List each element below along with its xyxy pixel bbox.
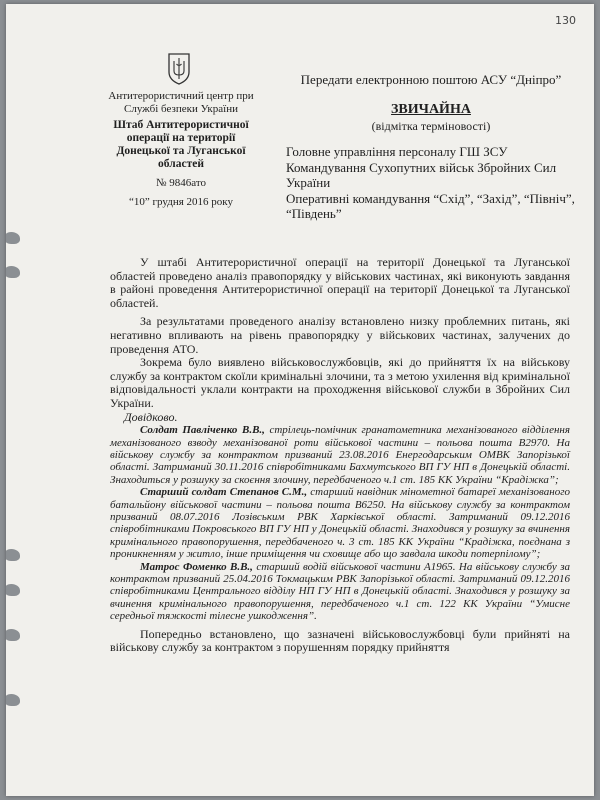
sender-org: Антитерористичний центр при Службі безпеки України (108, 90, 254, 115)
serviceman-entry (110, 561, 570, 623)
punch-hole (6, 549, 20, 561)
punch-hole (6, 232, 20, 244)
closing-paragraph: Попередньо встановлено, що зазначені військовослужбовці були прийняті на військову службу за контрактом з порушенням порядку прийняття (110, 626, 570, 655)
punch-hole (6, 584, 20, 596)
serviceman-entry (110, 486, 570, 560)
addressee-list (286, 144, 576, 222)
serviceman-name: Старший солдат Степанов С.М., (140, 486, 308, 499)
serviceman-name: Солдат Павліченко В.В., (140, 424, 265, 437)
urgency-level: ЗВИЧАЙНА (391, 102, 471, 117)
coat-of-arms-icon (167, 52, 191, 86)
addressee: Головне управління персоналу ГШ ЗСУ (286, 144, 508, 159)
hq-title: Штаб Антитерористичної операції на території Донецької та Луганської областей (113, 119, 249, 170)
serviceman-name: Матрос Фоменко В.В., (140, 560, 253, 573)
punch-hole (6, 629, 20, 641)
recipient-block (286, 72, 576, 222)
body-paragraph: У штабі Антитерористичної операції на території Донецької та Луганської областей проведено аналіз правопорядку у військових частинах, які виконують завдання в районі проведення Антитерористичної операції на території Донецької та Луганської областей. (110, 255, 570, 310)
serviceman-entry (110, 424, 570, 486)
addressee: Оперативні командування “Схід”, “Захід”, “Північ”, “Південь” (286, 190, 575, 221)
punch-hole (6, 694, 20, 706)
document-page (6, 4, 594, 796)
urgency-caption: (відмітка терміновості) (371, 119, 491, 133)
sender-block (106, 90, 256, 208)
note-label: Довідково. (124, 409, 178, 424)
body-paragraph: Зокрема було виявлено військовослужбовців, які до прийняття їх на військову службу за контрактом скоїли кримінальні злочини, та з метою ухилення від кримінальної відповідальності уклали контракти на проходження військової служби в Збройних Сил України. (110, 355, 570, 410)
letter-body (110, 256, 570, 655)
serviceman-details: старший навідник мінометної батареї механізованого батальйону військової частини – польова пошта В6250. На військову службу за контрактом призваний 08.07.2016 Лозівським РВК Харківської області. Затриманий 09.12.2016 співробітниками Покровського ВП ГУ НП у Донецькій області. Знаходився у розшуку за вчинення кримінального правопорушення, передбаченого ч. 3 ст. 185 КК України “Крадіжка, поєднана з проникненням у житло, інше приміщення чи сховище або що завдала шкоди потерпілому”; (110, 486, 571, 561)
page-number: 130 (555, 14, 576, 27)
serviceman-details: стрілець-помічник гранатометника механізованого відділення механізованого взводу механізованої роти військової частини – польова пошта В2970. На військову службу за контрактом призваний 23.08.2016 Енергодарським ОМВК Запорізької області. Затриманий 30.11.2016 співробітниками Бахмутського ВП ГУ НП в Донецькій області. Знаходиться у розшуку за скоєння злочину, передбаченого ч.1 ст. 185 КК України “Крадіжка”; (110, 424, 570, 486)
document-date: “10” грудня 2016 року (129, 195, 233, 208)
document-number: № 9846ато (155, 177, 206, 189)
transmit-note: Передати електронною поштою АСУ “Дніпро” (300, 72, 562, 87)
punch-hole (6, 266, 20, 278)
serviceman-details: старший водій військової частини А1965. На військову службу за контрактом призваний 25.04.2016 Токмацьким РВК Запорізької області. Затриманий 09.12.2016 співробітниками Центрального відділу НП ГУ НП в Донецькій області. Знаходився у розшуку за вчинення кримінального правопорушення, передбаченого ч.1 ст. 122 КК України “Умисне середньої тяжкості тілесне ушкодження”. (110, 560, 570, 623)
addressee: Командування Сухопутних військ Збройних Сил України (286, 159, 557, 190)
body-paragraph: За результатами проведеного аналізу встановлено низку проблемних питань, які негативно впливають на рівень правопорядку у військових частинах, залучених до проведення АТО. (110, 314, 570, 356)
